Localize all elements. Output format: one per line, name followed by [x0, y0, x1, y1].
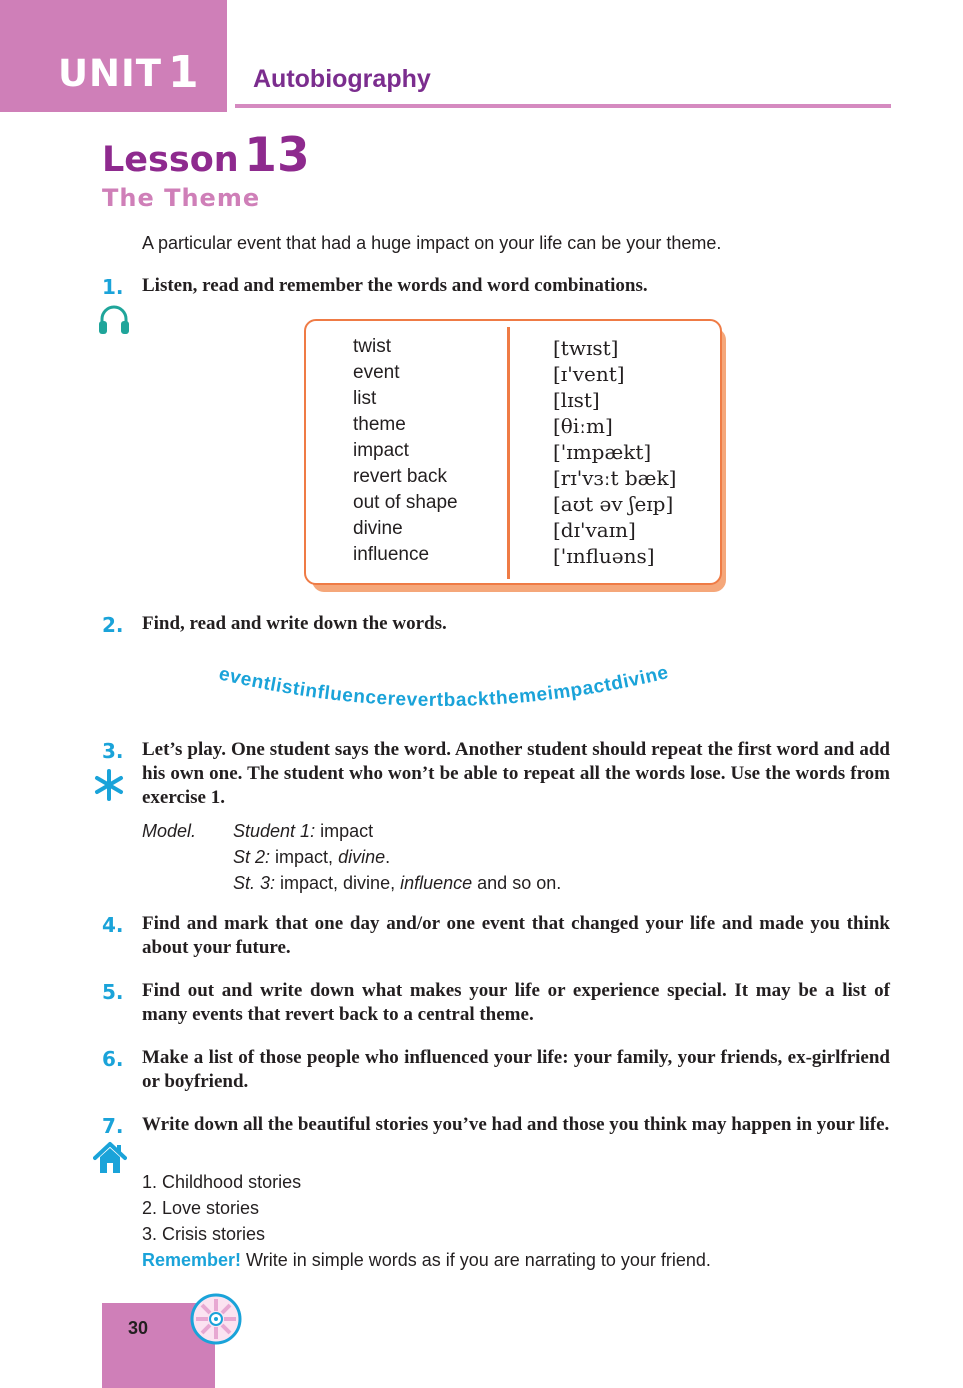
model-text-italic: influence: [400, 873, 473, 893]
stories-list: [142, 1169, 301, 1247]
unit-number: 1: [168, 47, 199, 98]
remember-text: Write in simple words as if you are narrating to your friend.: [241, 1250, 711, 1270]
model-text: and so on.: [472, 873, 562, 893]
model-line: [233, 870, 561, 896]
list-item: 3. Crisis stories: [142, 1224, 266, 1244]
model-speaker: St 2:: [233, 847, 271, 867]
vocab-transcription: [rɪ'vɜːt bæk]: [553, 466, 677, 490]
vocab-word: revert back: [353, 466, 447, 487]
exercise-7-number: 7.: [102, 1114, 124, 1138]
exercise-2-number: 2.: [102, 613, 124, 637]
page-number: 30: [128, 1318, 149, 1338]
headphones-icon: [97, 304, 131, 336]
model-text: impact,: [270, 847, 339, 867]
asterisk-icon: [94, 768, 124, 802]
exercise-4-number: 4.: [102, 913, 124, 937]
vocab-word: theme: [353, 414, 406, 435]
vocab-word: impact: [353, 440, 409, 461]
vocab-word: twist: [353, 336, 391, 357]
model-lines: [233, 818, 561, 896]
exercise-3-number: 3.: [102, 739, 124, 763]
vocab-word: event: [353, 362, 400, 383]
exercise-5-instruction: Find out and write down what makes your life or experience special. It may be a list of many events that revert back to a central theme.: [142, 980, 890, 1025]
vocab-transcription: [lɪst]: [553, 388, 600, 412]
exercise-2-instruction: Find, read and write down the words.: [142, 613, 447, 634]
vocab-transcription: [dɪ'vaɪn]: [553, 518, 636, 542]
vocab-word: list: [353, 388, 377, 409]
vocabulary-box: [304, 319, 722, 585]
vocab-transcription: [aʊt əv ʃeɪp]: [553, 492, 674, 516]
unit-label: UNIT: [58, 52, 163, 95]
vocab-word: divine: [353, 518, 403, 539]
model-line: [233, 844, 561, 870]
exercise-7-instruction: Write down all the beautiful stories you’ve had and those you think may happen in your life.: [142, 1114, 890, 1135]
exercise-1-instruction: Listen, read and remember the words and word combinations.: [142, 275, 648, 296]
model-label: Model.: [142, 821, 197, 841]
vocab-transcription: [twɪst]: [553, 336, 619, 360]
vocab-word: influence: [353, 544, 430, 565]
word-snake-text: eventlistinfluencerevertbackthemeimpactdivine: [216, 662, 671, 711]
list-item: 1. Childhood stories: [142, 1172, 302, 1192]
lesson-number: 13: [244, 128, 310, 183]
exercise-5-number: 5.: [102, 980, 124, 1004]
vocab-transcription: ['ɪmpækt]: [553, 440, 652, 464]
vocabulary-words: [353, 334, 458, 568]
model-speaker: St. 3:: [233, 873, 276, 893]
exercise-6-instruction: Make a list of those people who influenced your life: your family, your friends, ex-girlfriend or boyfriend.: [142, 1047, 890, 1092]
vocabulary-divider: [507, 327, 510, 579]
list-item: 2. Love stories: [142, 1198, 260, 1218]
model-text-italic: divine: [338, 847, 386, 867]
vocab-transcription: ['ɪnfluəns]: [553, 544, 655, 568]
vocab-transcription: [ɪ'vent]: [553, 362, 625, 386]
exercise-4-instruction: Find and mark that one day and/or one event that changed your life and made you think about your future.: [142, 913, 890, 958]
remember-label: Remember!: [142, 1250, 242, 1270]
model-speaker: Student 1:: [233, 821, 316, 841]
exercise-6-number: 6.: [102, 1047, 124, 1071]
lesson-heading: [102, 128, 310, 183]
vocab-transcription: [θiːm]: [553, 414, 613, 438]
house-icon: [93, 1141, 127, 1175]
lesson-word: Lesson: [102, 140, 239, 180]
vocab-word: out of shape: [353, 492, 458, 513]
exercise-1-number: 1.: [102, 275, 124, 299]
remember-note: [142, 1247, 711, 1273]
header-rule: [235, 104, 891, 108]
cd-icon: [190, 1293, 242, 1345]
model-text: impact, divine,: [275, 873, 401, 893]
lesson-subtitle: The Theme: [102, 184, 261, 212]
unit-title: Autobiography: [253, 65, 431, 93]
model-line: [233, 818, 561, 844]
model-text: impact: [315, 821, 374, 841]
vocabulary-transcriptions: [553, 335, 676, 569]
svg-text:eventlistinfluencerevertbackth: [217, 662, 671, 711]
exercise-3-instruction: Let’s play. One student says the word. Another student should repeat the first word and add his own one. The student who won’t be able to repeat all the words lose. Use the words from exercise 1.: [142, 739, 890, 808]
model-text: .: [385, 847, 391, 867]
intro-text: A particular event that had a huge impact on your life can be your theme.: [142, 233, 722, 253]
